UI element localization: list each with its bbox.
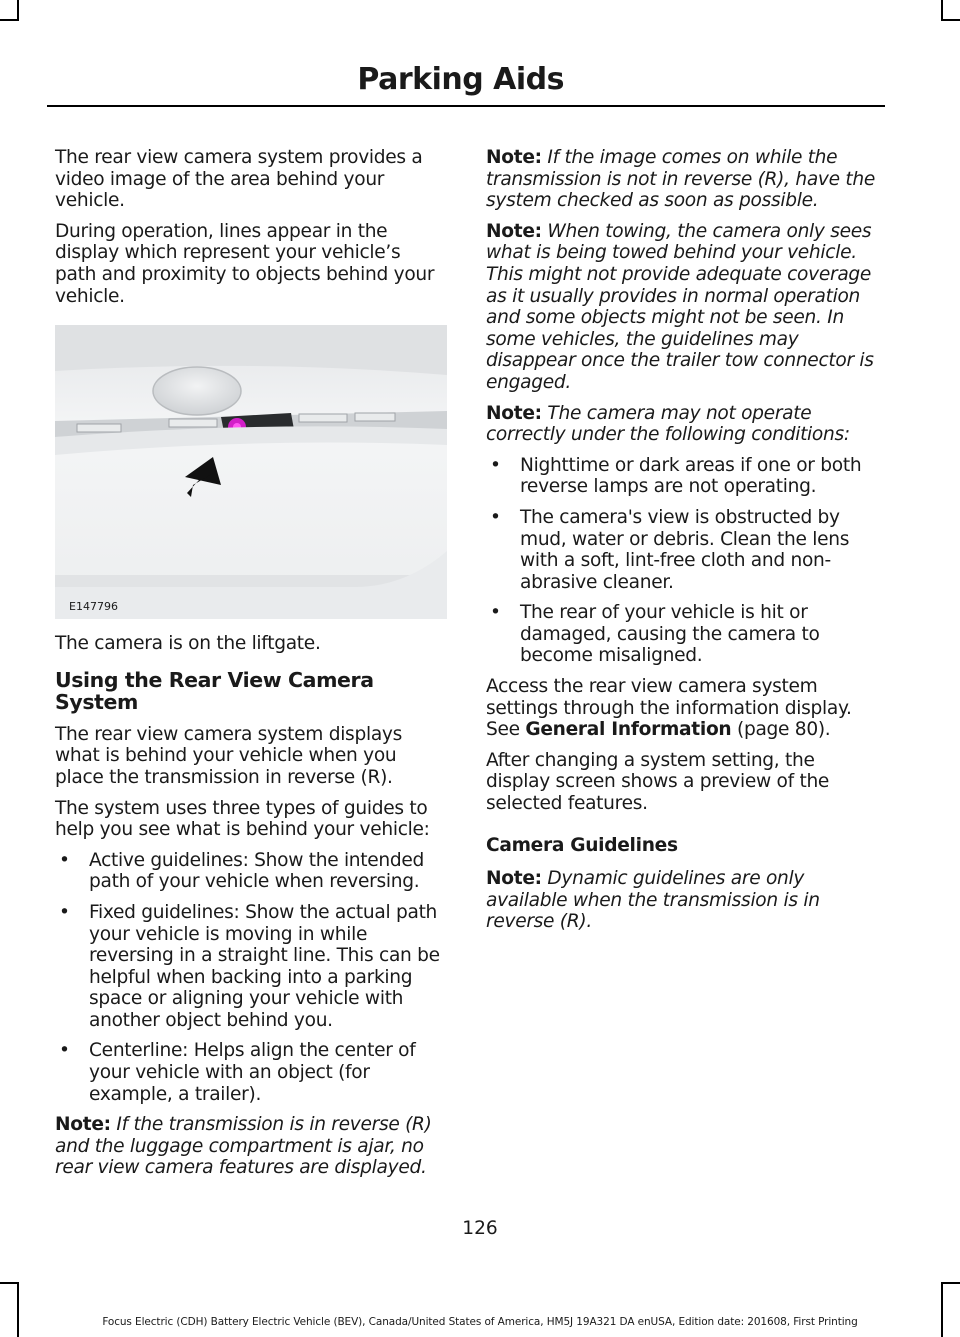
subsection-heading: Camera Guidelines (486, 834, 678, 856)
note-label: Note: (486, 868, 542, 890)
right-column (486, 147, 878, 942)
figure-code: E147796 (69, 599, 118, 613)
paragraph: After changing a system setting, the display screen shows a preview of the selected features. (486, 749, 830, 815)
list-item: • Fixed guidelines: Show the actual path your vehicle is moving in while reversing in a straight line. This can be helpful when backing into a parking space or aligning your vehicle with another object behind you. (59, 901, 440, 1031)
figure-caption: The camera is on the liftgate. (55, 633, 321, 655)
bullet: • (59, 849, 70, 871)
left-column (55, 147, 447, 1188)
camera-location-figure (55, 325, 447, 619)
paragraph: The rear view camera system displays what is behind your vehicle when you place the transmission in reverse (R). (55, 723, 403, 788)
intro-paragraph: The rear view camera system provides a video image of the area behind your vehicle. (55, 147, 423, 212)
crop-mark (941, 1282, 943, 1337)
bullet: • (490, 454, 501, 476)
crop-mark (0, 1282, 19, 1284)
bullet: • (59, 1040, 70, 1062)
liftgate-camera-illustration (55, 325, 447, 619)
note-label: Note: (486, 220, 542, 242)
conditions-list (486, 455, 878, 667)
crop-mark (941, 1282, 960, 1284)
header-rule (47, 105, 885, 107)
intro-paragraph: During operation, lines appear in the display which represent your vehicle’s path and proximity to objects behind your vehicle. (55, 220, 435, 307)
page-title: Parking Aids (357, 62, 564, 97)
note: Note: The camera may not operate correctly under the following conditions: (486, 402, 850, 446)
list-item: • Nighttime or dark areas if one or both reverse lamps are not operating. (490, 454, 862, 498)
crop-mark (17, 1282, 19, 1337)
note-label: Note: (486, 147, 542, 168)
list-item: • Centerline: Helps align the center of your vehicle with an object (for example, a trailer). (59, 1040, 416, 1105)
list-item: • The rear of your vehicle is hit or damaged, causing the camera to become misaligned. (490, 602, 820, 667)
crop-mark (941, 19, 960, 21)
list-item: • The camera's view is obstructed by mud, water or debris. Clean the lens with a soft, lint-free cloth and non-abrasive cleaner. (490, 506, 850, 593)
note-label: Note: (55, 1114, 111, 1136)
footer: Focus Electric (CDH) Battery Electric Vehicle (BEV), Canada/United States of America, HM5J 19A321 DA enUSA, Edition date: 201608, First Printing (102, 1316, 858, 1328)
bullet: • (490, 506, 501, 528)
note: Note: If the transmission is in reverse (R) and the luggage compartment is ajar, no rear view camera features are displayed. (55, 1114, 432, 1179)
note: Note: Dynamic guidelines are only available when the transmission is in reverse (R). (486, 868, 820, 933)
section-heading: Using the Rear View Camera System (55, 667, 374, 714)
paragraph: Access the rear view camera system settings through the information display. See General Information (page 80). (486, 676, 852, 741)
guide-types-list (55, 850, 447, 1106)
paragraph: The system uses three types of guides to help you see what is behind your vehicle: (55, 797, 430, 841)
crop-mark (0, 19, 19, 21)
list-item: • Active guidelines: Show the intended path of your vehicle when reversing. (59, 849, 425, 893)
bullet: • (490, 602, 501, 624)
note-label: Note: (486, 402, 542, 424)
note: Note: When towing, the camera only sees what is being towed behind your vehicle. This might not provide adequate coverage as it usually provides in normal operation and some objects might not be seen. In some vehicles, the guidelines may disappear once the trailer tow connector is engaged. (486, 220, 874, 393)
crop-mark (17, 0, 19, 20)
crop-mark (941, 0, 943, 20)
cross-reference-link[interactable]: General Information (525, 719, 732, 741)
bullet: • (59, 901, 70, 923)
page-number: 126 (462, 1218, 498, 1239)
note: Note: If the image comes on while the transmission is not in reverse (R), have the system checked as soon as possible. (486, 147, 875, 212)
